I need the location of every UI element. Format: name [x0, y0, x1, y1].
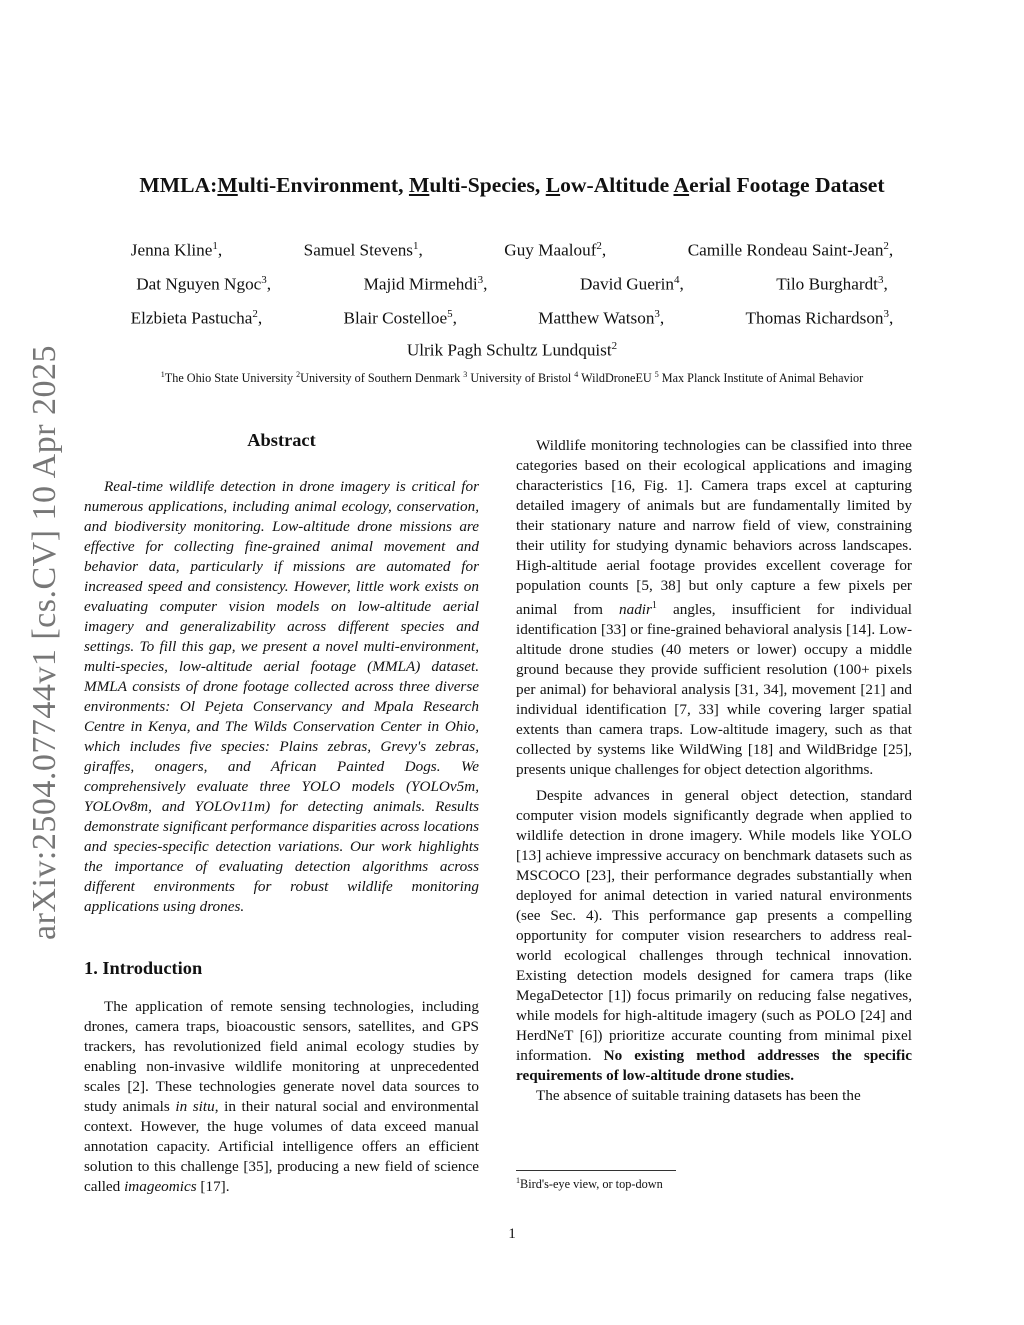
author: Elzbieta Pastucha$^2$, — [130, 308, 263, 328]
abstract-text: Real-time wildlife detection in drone imagery is critical for numerous applications, including animal ecology, conservation, and biodiversity monitoring. Low-altitude drone missions are effective for collecting fine-grained animal movement and behavior data, particularly if missions are automated for increased speed and consistency. However, little work exists on evaluating computer vision models on low-altitude aerial imagery and generalizability across different species and settings. To fill this gap, we present a novel multi-environment, multi-species, low-altitude aerial footage (MMLA) dataset. MMLA consists of drone footage collected across three diverse environments: Ol Pejeta Conservancy and Mpala Research Centre in Kenya, and The Wilds Conservation Center in Ohio, which includes five species: Plains zebras, Grevy's zebras, giraffes, onagers, and African Painted Dogs. We comprehensively evaluate three YOLO models (YOLOv5m, YOLOv8m, and YOLOv11m) for detecting animals. Results demonstrate significant performance disparities across locations and species-specific detection variations. Our work highlights the importance of evaluating detection algorithms across different environments for robust wildlife monitoring applications using drones. — [84, 478, 479, 915]
author: Dat Nguyen Ngoc$^3$, — [136, 274, 272, 294]
author: Ulrik Pagh Schultz Lundquist$^2$ — [406, 340, 618, 360]
author: Guy Maalouf$^2$, — [504, 240, 607, 260]
author: Majid Mirmehdi$^3$, — [363, 274, 488, 294]
arxiv-identifier-stamp: arXiv:2504.07744v1 [cs.CV] 10 Apr 2025 — [26, 344, 63, 940]
author: Matthew Watson$^3$, — [538, 308, 665, 328]
intro-paragraph-3: Despite advances in general object detection, standard computer vision models significantly degrade when applied to wildlife detection in drone imagery. While models like YOLO [13] achieve impressive accuracy on benchmark datasets such as MSCOCO [23], their performance degrades substantially when deployed for animal detection in varied natural environments (see Sec. 4). This performance gap presents a compelling opportunity for computer vision researchers to address real-world ecological challenges through technical innovation. Existing detection models designed for camera traps (like MegaDetector [1]) focus primarily on reducing false negatives, while models for high-altitude imagery (such as POLO [24] and HerdNeT [6]) prioritize accurate counting from minimal pixel information. No existing method addresses the specific requirements of low-altitude drone studies. — [516, 787, 912, 1085]
author: Thomas Richardson$^3$, — [745, 308, 894, 328]
author: Blair Costelloe$^5$, — [343, 308, 457, 328]
footnote-divider — [516, 1170, 676, 1171]
intro-paragraph-2: Wildlife monitoring technologies can be classified into three categories based on their ecological applications and imaging characteristics [16, Fig. 1]. Camera traps excel at capturing detailed imagery of animals but are fundamentally limited by their stationary nature and narrow field of view, constraining their utility for studying dynamic behaviors across landscapes. High-altitude aerial footage provides excellent coverage for population counts [5, 38] but only capture a few pixels per animal from nadir$^1$ angles, insufficient for individual identification [33] or fine-grained behavioral analysis [14]. Low-altitude drone studies (40 meters or lower) occupy a middle ground because they provide sufficient resolution (100+ pixels per animal) for behavioral analysis [31, 34], movement [21] and individual identification [7, 33] while covering larger spatial extents than camera traps. Low-altitude imagery, such as that collected by systems like WildWing [18] and WildBridge [25], presents unique challenges for object detection algorithms. — [516, 437, 912, 779]
abstract-heading: Abstract — [247, 430, 316, 450]
author: Tilo Burghardt$^3$, — [776, 274, 888, 294]
author: David Guerin$^4$, — [579, 274, 684, 294]
affiliations: $^1$The Ohio State University $^2$University of Southern Denmark $^3$ University of Bristol $^4$ WildDroneEU $^5$ Max Planck Institute of Animal Behavior — [160, 370, 864, 386]
left-column — [84, 430, 479, 1197]
author: Jenna Kline$^1$, — [130, 240, 223, 260]
author-row — [90, 340, 934, 361]
author-row — [90, 274, 934, 295]
author-row — [90, 240, 934, 261]
right-column — [516, 436, 912, 1106]
author: Camille Rondeau Saint-Jean$^2$, — [687, 240, 894, 260]
intro-paragraph-1: The application of remote sensing technologies, including drones, camera traps, bioacoustic sensors, satellites, and GPS trackers, has revolutionized field animal ecology studies by enabling non-invasive wildlife monitoring at unprecedented scales [2]. These technologies generate novel data sources to study animals in situ, in their natural social and environmental context. However, the huge volumes of data exceed manual annotation capacity. Artificial intelligence offers an efficient solution to this challenge [35], producing a new field of science called imageomics [17]. — [84, 998, 479, 1195]
page-number: 1 — [508, 1225, 516, 1242]
footnote: $^1$Bird's-eye view, or top-down — [516, 1176, 663, 1192]
author-row — [90, 308, 934, 329]
paper-title: MMLA:Multi-Environment, Multi-Species, Low-Altitude Aerial Footage Dataset — [139, 173, 885, 197]
author: Samuel Stevens$^1$, — [303, 240, 423, 260]
section-heading-introduction: 1. Introduction — [84, 958, 203, 978]
intro-paragraph-4: The absence of suitable training datasets has been the — [536, 1087, 861, 1105]
